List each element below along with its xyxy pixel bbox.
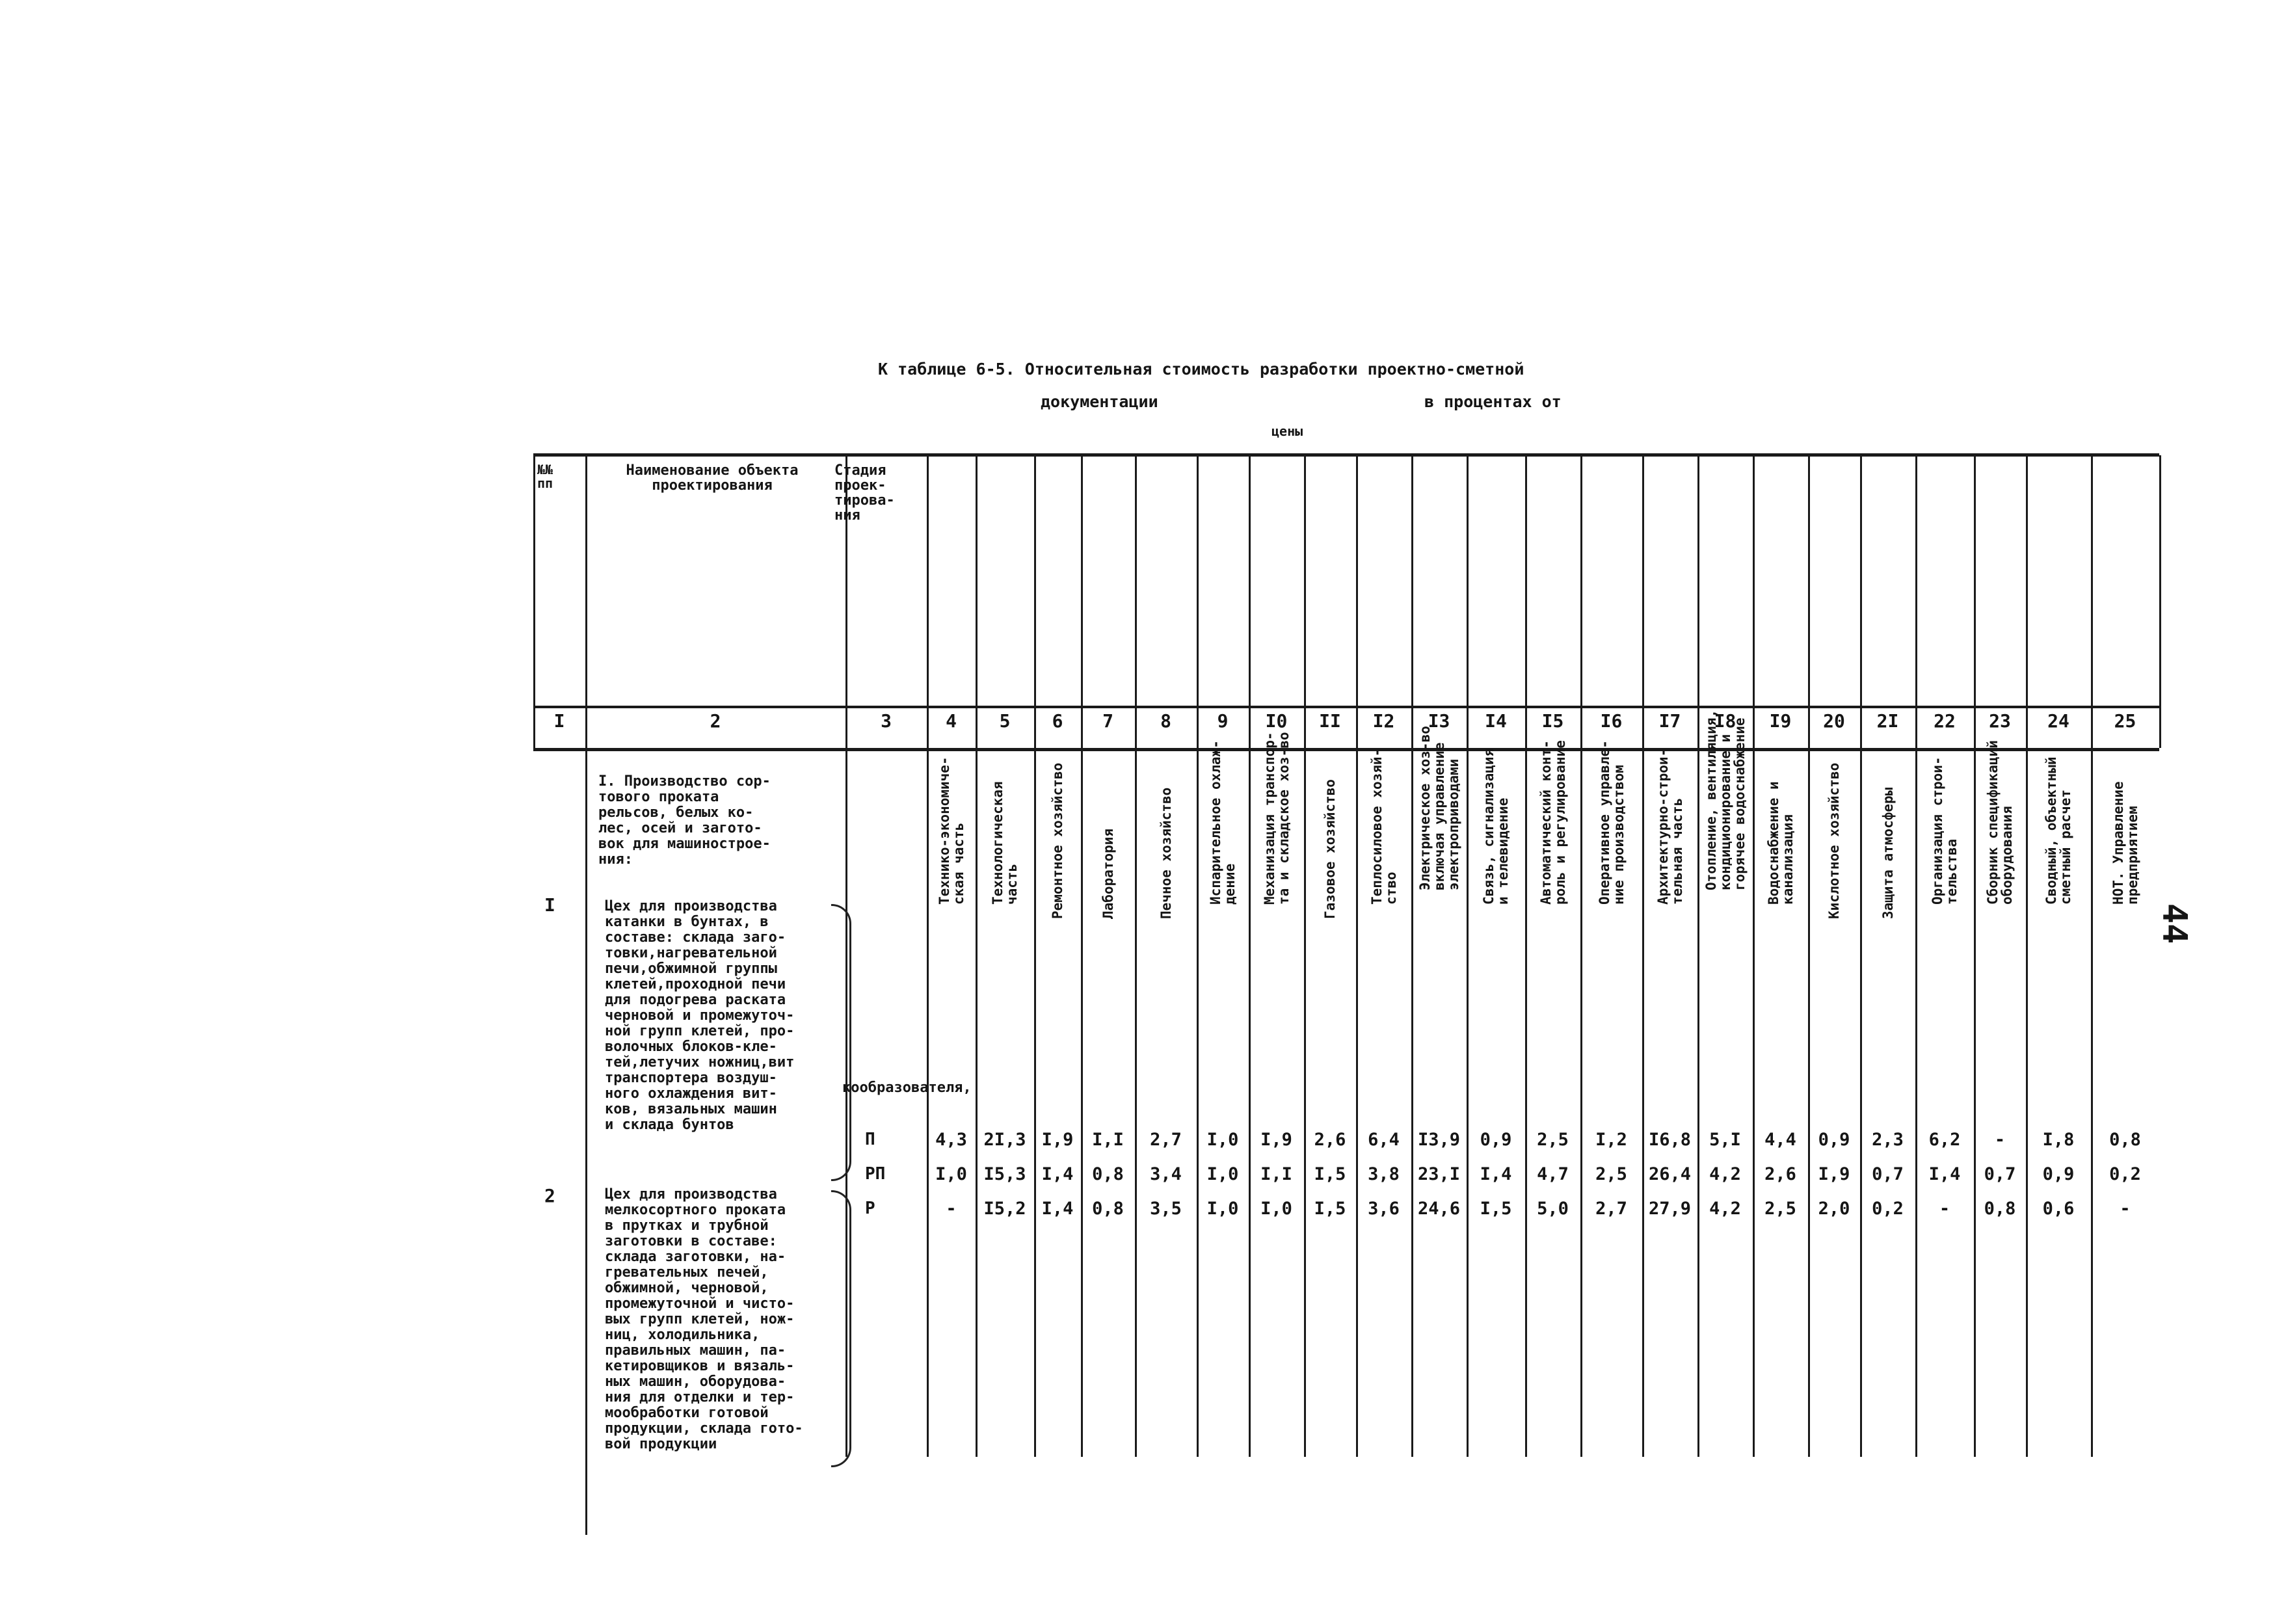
table-cell: I5,3 [983, 1164, 1026, 1184]
caption-line-4: цены [1271, 423, 1303, 439]
header-col-8 [1135, 699, 1197, 933]
table-cell: I,9 [1818, 1164, 1850, 1184]
header-col-13 [1411, 699, 1467, 933]
column-number: 6 [1052, 710, 1063, 732]
stage-label: РП [865, 1164, 886, 1184]
table-cell: I,0 [1206, 1199, 1239, 1219]
header-col-16 [1580, 699, 1642, 933]
table-cell: 0,9 [1480, 1130, 1512, 1150]
column-divider [2091, 455, 2093, 1457]
table-cell: I,I [1260, 1164, 1292, 1184]
table-cell: 4,7 [1537, 1164, 1569, 1184]
table-cell: - [946, 1199, 957, 1219]
table-cell: I,0 [1260, 1199, 1292, 1219]
column-number: I6 [1600, 710, 1623, 732]
table-cell: I6,8 [1648, 1130, 1692, 1150]
table-cell: I,4 [1928, 1164, 1961, 1184]
header-col-13-label: Электрическое хоз-во включая управление электроприводами [1417, 725, 1461, 890]
header-col-22 [1915, 699, 1974, 933]
header-col-14 [1467, 699, 1525, 933]
column-number: I8 [1714, 710, 1736, 732]
column-number: I [553, 710, 565, 732]
header-col-11-label: Газовое хозяйство [1322, 779, 1338, 919]
row-number-1: I [544, 894, 555, 916]
header-col-9-label: Испарительное охлаж- дение [1207, 740, 1238, 905]
header-col-4-label: Технико-экономиче- ская часть [936, 756, 966, 905]
column-number: 2I [1876, 710, 1899, 732]
table-cell: I,0 [935, 1164, 967, 1184]
column-number: 22 [1934, 710, 1956, 732]
header-col-6-label: Ремонтное хозяйство [1049, 762, 1065, 919]
column-number: 9 [1217, 710, 1229, 732]
table-cell: I,4 [1041, 1164, 1074, 1184]
caption-line-3: в процентах от [1424, 392, 1562, 411]
column-number: I7 [1658, 710, 1681, 732]
column-divider [1356, 455, 1358, 1457]
table-cell: 0,9 [1818, 1130, 1850, 1150]
table-cell: I,I [1092, 1130, 1124, 1150]
column-divider [1860, 455, 1862, 1457]
header-col-14-label: Связь, сигнализация и телевидение [1480, 748, 1511, 905]
table-cell: 4,2 [1709, 1199, 1741, 1219]
header-col-object-name: Наименование объекта проектирования [626, 462, 799, 494]
column-number: I2 [1372, 710, 1395, 732]
table-cell: 0,2 [2109, 1164, 2141, 1184]
header-col-15-label: Автоматический конт- роль и регулирование [1537, 740, 1568, 905]
column-divider [2026, 455, 2028, 1457]
header-col-9 [1197, 699, 1249, 933]
header-col-7-label: Лаборатория [1100, 828, 1116, 919]
table-cell: 6,2 [1928, 1130, 1961, 1150]
header-col-12-label: Теплосиловое хозяй- ство [1368, 748, 1399, 905]
header-col-number: №№ пп [537, 462, 553, 491]
column-divider [1135, 455, 1137, 1457]
table-cell: 4,3 [935, 1130, 967, 1150]
table-cell: 2I,3 [983, 1130, 1026, 1150]
column-number: I9 [1769, 710, 1792, 732]
column-divider [1915, 455, 1917, 1457]
header-col-24-label: Сводный, объектный сметный расчет [2043, 756, 2073, 905]
column-divider [2159, 455, 2161, 748]
column-divider [1034, 455, 1036, 1457]
column-divider [1249, 455, 1251, 1457]
table-cell: 2,7 [1150, 1130, 1182, 1150]
page-number: 44 [2155, 903, 2194, 944]
table-cell: 0,9 [2042, 1164, 2075, 1184]
header-col-19 [1753, 699, 1808, 933]
column-number: 23 [1989, 710, 2011, 732]
header-col-21-label: Защита атмосферы [1880, 787, 1896, 919]
table-cell: I,8 [2042, 1130, 2075, 1150]
header-col-16-label: Оперативное управле- ние производством [1596, 740, 1627, 905]
section-title: I. Производство сор- тового проката рельсов, белых ко- лес, осей и загото- вок для машинострое- ния: [598, 773, 771, 868]
header-col-10-label: Механизация транспор- та и складское хоз-во [1261, 732, 1292, 905]
column-divider [927, 455, 929, 1457]
header-col-20-label: Кислотное хозяйство [1826, 762, 1842, 919]
column-number: 25 [2114, 710, 2136, 732]
table-cell: I3,9 [1417, 1130, 1461, 1150]
row-2-name: Цех для производства мелкосортного проката в прутках и трубной заготовки в составе: склада заготовки, на- гревательных печей, обжимной, черновой, промежуточной и чисто- вых групп клетей, нож- ниц, холодильника, правильных машин, па- кетировщиков и вязаль- ных машин, оборудова- ния для отделки и тер- мообработки готовой продукции, склада гото- вой продукции [605, 1186, 803, 1452]
column-divider [1525, 455, 1527, 1457]
table-cell: 2,3 [1872, 1130, 1904, 1150]
header-col-20 [1808, 699, 1860, 933]
table-cell: 2,6 [1764, 1164, 1796, 1184]
header-col-21 [1860, 699, 1915, 933]
header-col-23 [1974, 699, 2026, 933]
table-cell: 2,6 [1314, 1130, 1346, 1150]
table-cell: I,2 [1595, 1130, 1627, 1150]
header-col-17 [1642, 699, 1697, 933]
column-number: I4 [1485, 710, 1507, 732]
column-divider [1642, 455, 1644, 1457]
column-number: 2 [710, 710, 721, 732]
caption-line-1: К таблице 6-5. Относительная стоимость разработки проектно-сметной [878, 360, 1524, 379]
table-cell: 0,8 [2109, 1130, 2141, 1150]
header-col-6 [1034, 699, 1081, 933]
column-number: I0 [1265, 710, 1288, 732]
table-cell: 5,0 [1537, 1199, 1569, 1219]
header-col-5-label: Технологическая часть [989, 781, 1020, 905]
column-number: II [1319, 710, 1341, 732]
column-divider [1304, 455, 1306, 1457]
caption-line-2: документации [1041, 392, 1158, 411]
header-col-11 [1304, 699, 1356, 933]
table-cell: I,4 [1480, 1164, 1512, 1184]
table-cell: I,0 [1206, 1164, 1239, 1184]
column-divider [1808, 455, 1810, 1457]
table-cell: 4,4 [1764, 1130, 1796, 1150]
header-col-25 [2091, 699, 2159, 933]
table-cell: 3,4 [1150, 1164, 1182, 1184]
table-cell: - [2120, 1199, 2131, 1219]
table-cell: I,9 [1041, 1130, 1074, 1150]
header-col-24 [2026, 699, 2091, 933]
column-number: 5 [999, 710, 1011, 732]
column-number: 24 [2047, 710, 2069, 732]
table-cell: 6,4 [1368, 1130, 1400, 1150]
table-cell: - [1939, 1199, 1950, 1219]
header-col-stage: Стадия проек- тирова- ния [834, 462, 895, 524]
row-2-bracket [831, 1190, 851, 1467]
row-1-name: Цех для производства катанки в бунтах, в составе: склада заго- товки,нагревательной печи,обжимной группы клетей,проходной печи для подогрева раската черновой и промежуточ- ной групп клетей, про- волочных блоков-кле- тей,летучих ножниц,вит транспортера воздуш- ного охлаждения вит- ков, вязальных машин и склада бунтов [605, 898, 795, 1133]
column-number: 3 [881, 710, 892, 732]
table-cell: 4,2 [1709, 1164, 1741, 1184]
table-cell: 2,0 [1818, 1199, 1850, 1219]
table-caption [878, 360, 1562, 439]
column-number: 4 [946, 710, 957, 732]
table-cell: 0,7 [1872, 1164, 1904, 1184]
table-cell: 2,5 [1764, 1199, 1796, 1219]
column-divider [976, 455, 978, 1457]
column-divider [585, 455, 587, 1535]
table-cell: I,9 [1260, 1130, 1292, 1150]
header-col-7 [1081, 699, 1135, 933]
column-number: 8 [1160, 710, 1171, 732]
table-cell: 23,I [1417, 1164, 1461, 1184]
header-col-10 [1249, 699, 1304, 933]
table-cell: I,4 [1041, 1199, 1074, 1219]
table-cell: 27,9 [1648, 1199, 1692, 1219]
table-cell: 3,8 [1368, 1164, 1400, 1184]
table-cell: 0,8 [1984, 1199, 2016, 1219]
column-divider [533, 455, 535, 748]
header-col-5 [976, 699, 1034, 933]
table-cell: 2,5 [1595, 1164, 1627, 1184]
header-col-19-label: Водоснабжение и канализация [1765, 781, 1796, 905]
column-divider [1753, 455, 1755, 1457]
table-cell: 0,8 [1092, 1164, 1124, 1184]
row-1-bracket [831, 904, 851, 1181]
header-col-25-label: НОТ. Управление предприятием [2110, 781, 2140, 905]
table-cell: 0,8 [1092, 1199, 1124, 1219]
row-1-name-tail: кообразователя, [842, 1080, 972, 1096]
table-cell: 2,7 [1595, 1199, 1627, 1219]
table-cell: 3,6 [1368, 1199, 1400, 1219]
column-divider [1580, 455, 1582, 1457]
header-col-23-label: Сборник спецификаций оборудования [1984, 740, 2015, 905]
table-cell: I5,2 [983, 1199, 1026, 1219]
header-col-15 [1525, 699, 1580, 933]
stage-label: Р [865, 1199, 875, 1218]
header-col-22-label: Организация строи- тельства [1929, 756, 1960, 905]
row-number-2: 2 [544, 1185, 555, 1206]
header-col-4 [927, 699, 976, 933]
table-cell: 0,6 [2042, 1199, 2075, 1219]
column-number: 7 [1102, 710, 1113, 732]
table-cell: I,5 [1314, 1199, 1346, 1219]
table-cell: 0,7 [1984, 1164, 2016, 1184]
table-cell: 24,6 [1417, 1199, 1461, 1219]
table-cell: - [1994, 1130, 2006, 1150]
table-cell: 26,4 [1648, 1164, 1692, 1184]
column-number: I3 [1428, 710, 1450, 732]
stage-label: П [865, 1130, 875, 1149]
column-divider [1197, 455, 1199, 1457]
header-col-12 [1356, 699, 1411, 933]
table-cell: 5,I [1709, 1130, 1741, 1150]
column-divider [1974, 455, 1976, 1457]
column-divider [1081, 455, 1083, 1457]
table-cell: 0,2 [1872, 1199, 1904, 1219]
header-col-18-label: Отопление, вентиляция, кондиционирование и горячее водоснабжение [1703, 709, 1748, 890]
column-number: 20 [1823, 710, 1845, 732]
column-divider [1411, 455, 1413, 1457]
header-col-18 [1697, 699, 1753, 933]
table-cell: I,5 [1314, 1164, 1346, 1184]
column-divider [1467, 455, 1469, 1457]
column-divider [1697, 455, 1699, 1457]
column-number: I5 [1541, 710, 1564, 732]
table-cell: 2,5 [1537, 1130, 1569, 1150]
table-cell: I,5 [1480, 1199, 1512, 1219]
table-cell: I,0 [1206, 1130, 1239, 1150]
header-col-17-label: Архитектурно-строи- тельная часть [1655, 748, 1685, 905]
header-col-8-label: Печное хозяйство [1158, 787, 1174, 919]
table-cell: 3,5 [1150, 1199, 1182, 1219]
